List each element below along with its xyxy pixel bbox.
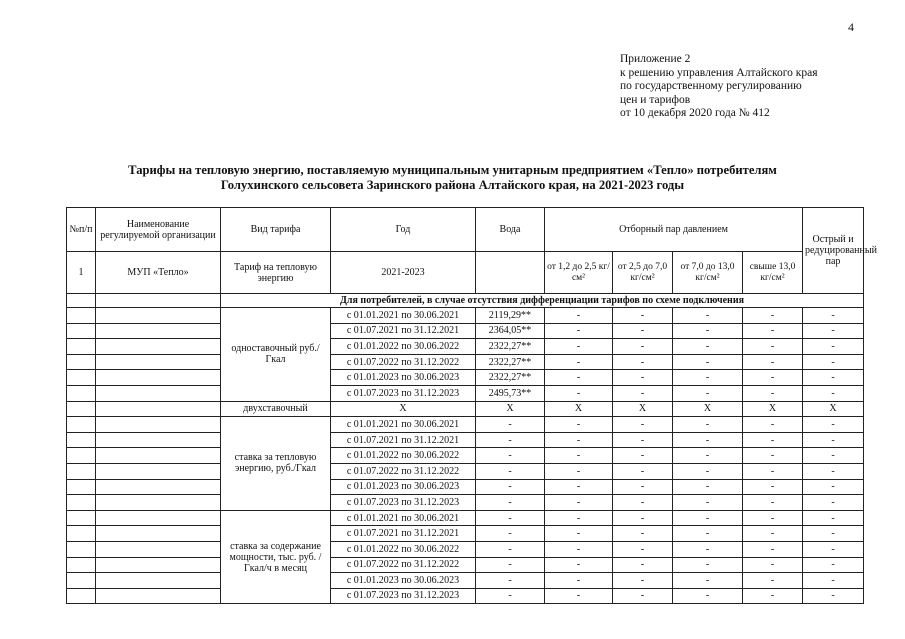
steam-value-cell: -	[613, 323, 673, 339]
steam-value-cell: -	[613, 557, 673, 573]
water-value-cell: -	[476, 463, 545, 479]
header-sharp-steam: Острый и редуцированный пар	[803, 208, 864, 294]
period-cell: с 01.01.2021 по 30.06.2021	[331, 308, 476, 324]
steam-value-cell: -	[613, 526, 673, 542]
num-cell	[67, 510, 96, 526]
steam-value-cell: -	[613, 370, 673, 386]
sharp-steam-value-cell: -	[803, 526, 864, 542]
steam-value-cell: -	[545, 308, 613, 324]
x-mark-cell: X	[545, 401, 613, 417]
steam-value-cell: -	[673, 557, 743, 573]
steam-value-cell: -	[545, 385, 613, 401]
org-cell	[96, 510, 221, 526]
steam-value-cell: -	[673, 463, 743, 479]
period-cell: с 01.07.2021 по 31.12.2021	[331, 323, 476, 339]
steam-value-cell: -	[613, 463, 673, 479]
org-row-water	[476, 252, 545, 294]
period-cell: с 01.01.2022 по 30.06.2022	[331, 541, 476, 557]
org-cell	[96, 417, 221, 433]
steam-value-cell: -	[673, 479, 743, 495]
water-value-cell: 2322,27**	[476, 339, 545, 355]
tariff-table	[66, 207, 877, 604]
table-row	[67, 323, 864, 339]
water-value-cell: -	[476, 573, 545, 589]
table-row	[67, 308, 864, 324]
org-cell	[96, 401, 221, 417]
org-row-num: 1	[67, 252, 96, 294]
period-cell: с 01.01.2021 по 30.06.2021	[331, 417, 476, 433]
steam-value-cell: -	[673, 588, 743, 604]
num-cell	[67, 495, 96, 511]
sharp-steam-value-cell: -	[803, 417, 864, 433]
x-mark-cell: X	[803, 401, 864, 417]
sharp-steam-value-cell: -	[803, 573, 864, 589]
header-year: Год	[331, 208, 476, 252]
steam-value-cell: -	[545, 432, 613, 448]
title-line: Голухинского сельсовета Заринского района Алтайского края, на 2021-2023 годы	[220, 178, 685, 192]
steam-value-cell: -	[613, 573, 673, 589]
appendix-line: Приложение 2	[620, 53, 691, 65]
steam-value-cell: -	[545, 541, 613, 557]
water-value-cell: 2119,29**	[476, 308, 545, 324]
steam-value-cell: -	[545, 463, 613, 479]
table-row	[67, 526, 864, 542]
table-row	[67, 339, 864, 355]
header-steam: Отборный пар давлением	[545, 208, 803, 252]
table-row	[67, 354, 864, 370]
header-type: Вид тарифа	[221, 208, 331, 252]
steam-value-cell: -	[673, 370, 743, 386]
steam-value-cell: -	[545, 339, 613, 355]
water-value-cell: -	[476, 432, 545, 448]
steam-value-cell: -	[613, 354, 673, 370]
steam-value-cell: -	[545, 354, 613, 370]
steam-value-cell: -	[613, 479, 673, 495]
sharp-steam-value-cell: -	[803, 463, 864, 479]
water-value-cell: 2322,27**	[476, 370, 545, 386]
water-value-cell: 2364,05**	[476, 323, 545, 339]
table-row	[67, 401, 864, 417]
appendix-line: к решению управления Алтайского края	[620, 66, 818, 79]
num-cell	[67, 588, 96, 604]
sharp-steam-value-cell: -	[803, 510, 864, 526]
steam-value-cell: -	[743, 541, 803, 557]
steam-value-cell: -	[673, 432, 743, 448]
group-one-rate: одноставочный руб./Гкал	[221, 308, 331, 402]
steam-value-cell: -	[613, 510, 673, 526]
steam-value-cell: -	[613, 448, 673, 464]
steam-value-cell: -	[743, 463, 803, 479]
steam-value-cell: -	[743, 308, 803, 324]
period-cell: с 01.07.2021 по 31.12.2021	[331, 432, 476, 448]
steam-value-cell: -	[545, 323, 613, 339]
period-cell: с 01.07.2023 по 31.12.2023	[331, 495, 476, 511]
sharp-steam-value-cell: -	[803, 479, 864, 495]
page-number: 4	[848, 20, 854, 34]
header-num: №п/п	[67, 208, 96, 252]
num-cell	[67, 573, 96, 589]
x-mark-cell: X	[613, 401, 673, 417]
table-row	[67, 385, 864, 401]
steam-value-cell: -	[673, 495, 743, 511]
header-steam-3: от 7,0 до 13,0 кг/см²	[673, 252, 743, 294]
table-row	[67, 432, 864, 448]
sharp-steam-value-cell: -	[803, 557, 864, 573]
steam-value-cell: -	[613, 385, 673, 401]
org-row-type: Тариф на тепловую энергию	[221, 252, 331, 294]
org-cell	[96, 354, 221, 370]
steam-value-cell: -	[545, 526, 613, 542]
water-value-cell: -	[476, 448, 545, 464]
header-steam-2: от 2,5 до 7,0 кг/см²	[613, 252, 673, 294]
org-cell	[96, 526, 221, 542]
num-cell	[67, 557, 96, 573]
num-cell	[67, 463, 96, 479]
steam-value-cell: -	[613, 417, 673, 433]
steam-value-cell: -	[743, 448, 803, 464]
water-value-cell: -	[476, 495, 545, 511]
sharp-steam-value-cell: -	[803, 339, 864, 355]
steam-value-cell: -	[673, 510, 743, 526]
section-title: Для потребителей, в случае отсутствия дифференциации тарифов по схеме подключения	[221, 294, 864, 308]
header-steam-4: свыше 13,0 кг/см²	[743, 252, 803, 294]
num-cell	[67, 308, 96, 324]
num-cell	[67, 385, 96, 401]
num-cell	[67, 354, 96, 370]
period-cell: с 01.01.2022 по 30.06.2022	[331, 448, 476, 464]
steam-value-cell: -	[673, 448, 743, 464]
steam-value-cell: -	[613, 541, 673, 557]
sharp-steam-value-cell: -	[803, 448, 864, 464]
table-row	[67, 495, 864, 511]
steam-value-cell: -	[743, 495, 803, 511]
steam-value-cell: -	[743, 323, 803, 339]
table-row	[67, 448, 864, 464]
sharp-steam-value-cell: -	[803, 370, 864, 386]
org-cell	[96, 339, 221, 355]
section-empty-cell	[67, 294, 96, 308]
header-org: Наименование регулируемой организации	[96, 208, 221, 252]
num-cell	[67, 417, 96, 433]
org-cell	[96, 573, 221, 589]
appendix-line: от 10 декабря 2020 года № 412	[620, 107, 770, 120]
title-line: Тарифы на тепловую энергию, поставляемую муниципальным унитарным предприятием «Тепло» потребителям	[128, 163, 777, 177]
steam-value-cell: -	[545, 510, 613, 526]
table-row	[67, 417, 864, 433]
org-cell	[96, 323, 221, 339]
table-row	[67, 463, 864, 479]
water-value-cell: 2495,73**	[476, 385, 545, 401]
org-cell	[96, 557, 221, 573]
header-steam-1: от 1,2 до 2,5 кг/см²	[545, 252, 613, 294]
water-value-cell: -	[476, 557, 545, 573]
steam-value-cell: -	[545, 588, 613, 604]
period-cell: с 01.07.2022 по 31.12.2022	[331, 354, 476, 370]
table-row	[67, 510, 864, 526]
org-cell	[96, 308, 221, 324]
org-cell	[96, 448, 221, 464]
steam-value-cell: -	[743, 385, 803, 401]
steam-value-cell: -	[673, 526, 743, 542]
steam-value-cell: -	[545, 479, 613, 495]
steam-value-cell: -	[673, 385, 743, 401]
steam-value-cell: -	[743, 339, 803, 355]
steam-value-cell: -	[613, 308, 673, 324]
sharp-steam-value-cell: -	[803, 354, 864, 370]
steam-value-cell: -	[673, 573, 743, 589]
group-capacity-rate: ставка за содержание мощности, тыс. руб. /Гкал/ч в месяц	[221, 510, 331, 604]
steam-value-cell: -	[613, 432, 673, 448]
org-cell	[96, 385, 221, 401]
org-cell	[96, 463, 221, 479]
document-title	[0, 163, 905, 193]
water-value-cell: -	[476, 526, 545, 542]
steam-value-cell: -	[545, 573, 613, 589]
steam-value-cell: -	[743, 510, 803, 526]
num-cell	[67, 339, 96, 355]
steam-value-cell: -	[743, 479, 803, 495]
period-cell: с 01.01.2023 по 30.06.2023	[331, 370, 476, 386]
water-value-cell: -	[476, 510, 545, 526]
table-row	[67, 479, 864, 495]
table-row	[67, 573, 864, 589]
steam-value-cell: -	[673, 541, 743, 557]
x-mark-cell: X	[673, 401, 743, 417]
steam-value-cell: -	[673, 323, 743, 339]
num-cell	[67, 370, 96, 386]
period-cell: с 01.07.2021 по 31.12.2021	[331, 526, 476, 542]
x-mark-cell: X	[743, 401, 803, 417]
steam-value-cell: -	[743, 588, 803, 604]
steam-value-cell: -	[673, 417, 743, 433]
steam-value-cell: -	[545, 370, 613, 386]
period-cell: с 01.01.2023 по 30.06.2023	[331, 573, 476, 589]
steam-value-cell: -	[673, 354, 743, 370]
steam-value-cell: -	[743, 557, 803, 573]
steam-value-cell: -	[743, 432, 803, 448]
steam-value-cell: -	[545, 495, 613, 511]
num-cell	[67, 432, 96, 448]
steam-value-cell: -	[743, 526, 803, 542]
appendix-line: по государственному регулированию	[620, 80, 802, 93]
sharp-steam-value-cell: -	[803, 323, 864, 339]
table-row	[67, 370, 864, 386]
sharp-steam-value-cell: -	[803, 385, 864, 401]
steam-value-cell: -	[673, 339, 743, 355]
water-value-cell: -	[476, 588, 545, 604]
table-row	[67, 557, 864, 573]
table-row	[67, 541, 864, 557]
group-two-rate: двухставочный	[221, 401, 331, 417]
period-cell: с 01.07.2022 по 31.12.2022	[331, 463, 476, 479]
sharp-steam-value-cell: -	[803, 588, 864, 604]
steam-value-cell: -	[743, 354, 803, 370]
appendix-line: цен и тарифов	[620, 93, 691, 106]
num-cell	[67, 448, 96, 464]
org-row-year: 2021-2023	[331, 252, 476, 294]
group-energy-rate: ставка за тепловую энергию, руб./Гкал	[221, 417, 331, 511]
org-cell	[96, 432, 221, 448]
org-cell	[96, 495, 221, 511]
period-cell: с 01.01.2021 по 30.06.2021	[331, 510, 476, 526]
org-cell	[96, 541, 221, 557]
sharp-steam-value-cell: -	[803, 432, 864, 448]
steam-value-cell: -	[613, 495, 673, 511]
period-cell: с 01.07.2023 по 31.12.2023	[331, 385, 476, 401]
steam-value-cell: -	[743, 417, 803, 433]
num-cell	[67, 526, 96, 542]
org-cell	[96, 370, 221, 386]
steam-value-cell: -	[743, 573, 803, 589]
steam-value-cell: -	[613, 588, 673, 604]
steam-value-cell: -	[545, 448, 613, 464]
water-value-cell: 2322,27**	[476, 354, 545, 370]
section-empty-cell	[96, 294, 221, 308]
period-cell: с 01.07.2022 по 31.12.2022	[331, 557, 476, 573]
num-cell	[67, 323, 96, 339]
header-water: Вода	[476, 208, 545, 252]
period-cell: с 01.01.2022 по 30.06.2022	[331, 339, 476, 355]
table-row	[67, 588, 864, 604]
steam-value-cell: -	[545, 557, 613, 573]
sharp-steam-value-cell: -	[803, 541, 864, 557]
num-cell	[67, 479, 96, 495]
water-value-cell: -	[476, 417, 545, 433]
num-cell	[67, 401, 96, 417]
sharp-steam-value-cell: -	[803, 308, 864, 324]
org-cell	[96, 479, 221, 495]
x-mark-cell: X	[476, 401, 545, 417]
org-row-name: МУП «Тепло»	[96, 252, 221, 294]
steam-value-cell: -	[545, 417, 613, 433]
water-value-cell: -	[476, 479, 545, 495]
period-cell: с 01.01.2023 по 30.06.2023	[331, 479, 476, 495]
sharp-steam-value-cell: -	[803, 495, 864, 511]
steam-value-cell: -	[743, 370, 803, 386]
x-mark-cell: X	[331, 401, 476, 417]
org-cell	[96, 588, 221, 604]
appendix-block	[620, 53, 818, 121]
water-value-cell: -	[476, 541, 545, 557]
steam-value-cell: -	[673, 308, 743, 324]
steam-value-cell: -	[613, 339, 673, 355]
period-cell: с 01.07.2023 по 31.12.2023	[331, 588, 476, 604]
num-cell	[67, 541, 96, 557]
